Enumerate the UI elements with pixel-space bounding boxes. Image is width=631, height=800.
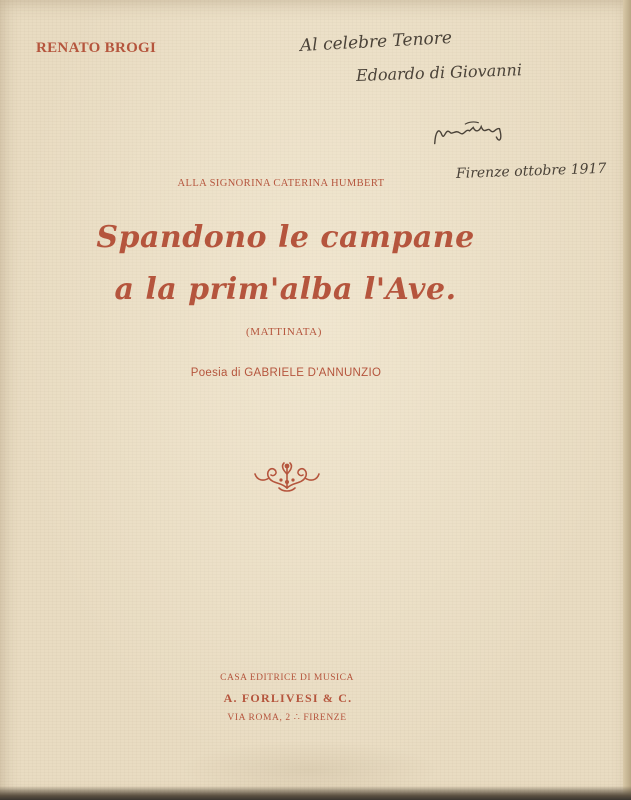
handwritten-signature (428, 114, 513, 152)
title-line-2: a la prim'alba l'Ave. (114, 272, 457, 307)
publisher-address: VIA ROMA, 2 ∴ FIRENZE (227, 713, 347, 723)
floral-vignette-icon (251, 458, 323, 494)
dedication-line: ALLA SIGNORINA CATERINA HUMBERT (177, 178, 385, 189)
poet-credit: Poesia di GABRIELE D'ANNUNZIO (190, 367, 382, 379)
page-edge-right (623, 0, 631, 800)
composer-name: RENATO BROGI (36, 40, 157, 56)
publisher-name: A. FORLIVESI & C. (223, 691, 353, 705)
handwritten-dedication-line1: Al celebre Tenore (299, 28, 453, 56)
title-line-1: Spandono le campane (96, 220, 475, 255)
subtitle: (MATTINATA) (246, 326, 322, 338)
handwritten-date: Firenze ottobre 1917 (455, 160, 607, 182)
publisher-label: CASA EDITRICE DI MUSICA (220, 673, 354, 683)
page-edge-bottom (0, 786, 631, 800)
handwritten-dedication-line2: Edoardo di Giovanni (355, 60, 523, 85)
